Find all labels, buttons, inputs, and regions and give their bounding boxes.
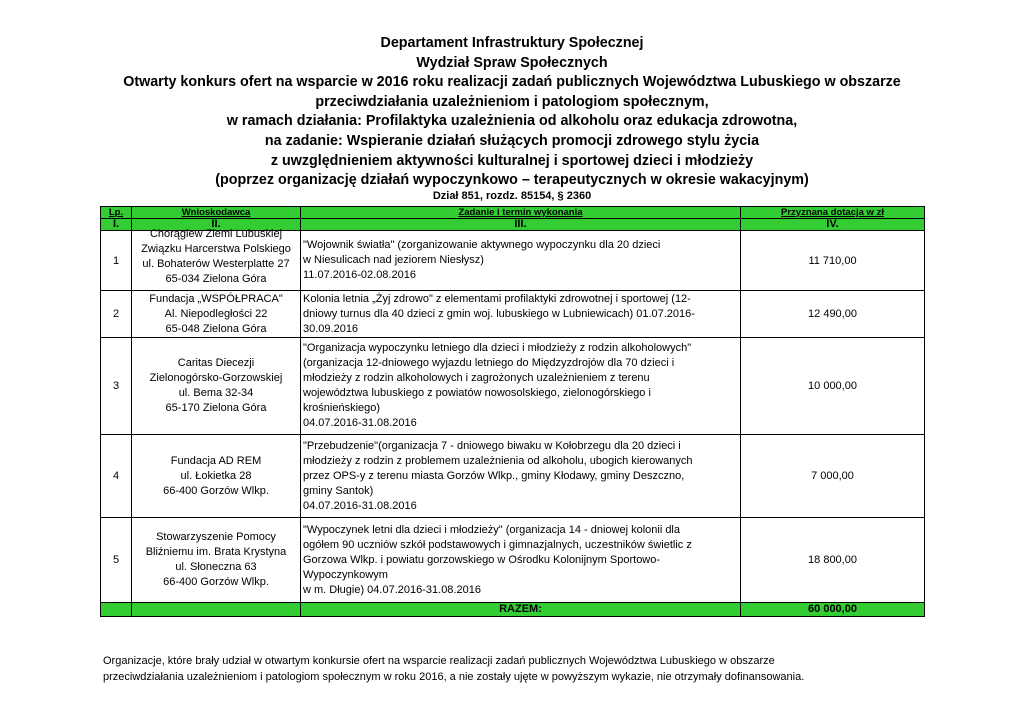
action-line: w ramach działania: Profilaktyka uzależnienia od alkoholu oraz edukacja zdrowotna, bbox=[226, 113, 798, 130]
task-line: 30.09.2016 bbox=[303, 322, 359, 335]
applicant-line: ul. Łokietka 28 bbox=[180, 469, 252, 482]
footer-line: przeciwdziałania uzależnieniom i patologiom społecznym w roku 2016, a nie zostały ujęte w powyższym wykazie, nie otrzymały dofinansowania. bbox=[103, 671, 805, 683]
task-line: "Organizacja wypoczynku letniego dla dzieci i młodzieży z rodzin alkoholowych" bbox=[303, 342, 692, 354]
row-task bbox=[301, 518, 741, 603]
task-line: województwa lubuskiego z powiatów nowosolskiego, zielonogórskiego i bbox=[303, 387, 651, 399]
contest-title-line2: przeciwdziałania uzależnieniom i patologiom społecznym, bbox=[315, 93, 709, 110]
task-line: Wypoczynkowym bbox=[303, 568, 388, 581]
applicant-line: Stowarzyszenie Pomocy bbox=[156, 531, 276, 543]
table-row bbox=[101, 518, 925, 603]
table-row bbox=[101, 435, 925, 518]
task-line: w m. Długie) 04.07.2016-31.08.2016 bbox=[303, 583, 481, 596]
row-applicant bbox=[132, 435, 301, 518]
row-lp: 2 bbox=[101, 291, 132, 338]
task-line: (organizacja 12-dniowego wyjazdu letniego do Międzyzdrojów dla 70 dzieci i bbox=[303, 357, 675, 369]
task-line: młodzieży z rodzin alkoholowych i zagrożonych uzależnieniem z terenu bbox=[303, 372, 650, 384]
applicant-line: Zielonogórsko-Gorzowskiej bbox=[149, 372, 283, 384]
row-lp: 1 bbox=[101, 231, 132, 291]
total-value: 60 000,00 bbox=[741, 603, 925, 617]
row-amount: 11 710,00 bbox=[741, 231, 925, 291]
task-line: krośnieńskiego) bbox=[303, 402, 381, 414]
task-line-2: z uwzględnieniem aktywności kulturalnej i sportowej dzieci i młodzieży bbox=[270, 152, 754, 169]
total-spacer bbox=[132, 603, 301, 617]
task-line: Kolonia letnia „Żyj zdrowo" z elementami profilaktyki zdrowotnej i sportowej (12- bbox=[303, 292, 691, 305]
header-lp: Lp. bbox=[101, 207, 132, 219]
row-task bbox=[301, 291, 741, 338]
total-spacer bbox=[101, 603, 132, 617]
header-zadanie: Zadanie i termin wykonania bbox=[301, 207, 741, 219]
header-wnioskodawca: Wnioskodawca bbox=[132, 207, 301, 219]
table-row bbox=[101, 338, 925, 435]
task-line: w Niesulicach nad jeziorem Niesłysz) bbox=[303, 254, 484, 266]
row-lp: 5 bbox=[101, 518, 132, 603]
task-line: 04.07.2016-31.08.2016 bbox=[303, 417, 417, 429]
total-label: RAZEM: bbox=[301, 603, 741, 617]
row-amount: 7 000,00 bbox=[741, 435, 925, 518]
applicant-line: ul. Bohaterów Westerplatte 27 bbox=[142, 257, 290, 270]
footer-note bbox=[103, 653, 923, 685]
roman-zadanie: III. bbox=[301, 219, 741, 231]
task-line: młodzieży z rodzin z problemem uzależnienia od alkoholu, ubogich kierowanych bbox=[303, 454, 693, 467]
task-line: Gorzowa Wlkp. i powiatu gorzowskiego w Ośrodku Kolonijnym Sportowo- bbox=[303, 553, 661, 566]
applicant-line: ul. Słoneczna 63 bbox=[175, 561, 257, 573]
task-line: "Wojownik światła" (zorganizowanie aktywnego wypoczynku dla 20 dzieci bbox=[303, 239, 661, 251]
applicant-line: 66-400 Gorzów Wlkp. bbox=[163, 484, 269, 497]
budget-classification: Dział 851, rozdz. 85154, § 2360 bbox=[432, 190, 592, 202]
applicant-line: 65-048 Zielona Góra bbox=[165, 322, 267, 335]
contest-title-line1: Otwarty konkurs ofert na wsparcie w 2016 roku realizacji zadań publicznych Województwa Lubuskiego w obszarze bbox=[123, 74, 901, 91]
task-line: dniowy turnus dla 40 dzieci z gmin woj. lubuskiego w Lubniewicach) 01.07.2016- bbox=[303, 307, 695, 320]
task-line: "Wypoczynek letni dla dzieci i młodzieży" (organizacja 14 - dniowej kolonii dla bbox=[303, 523, 680, 536]
task-line: "Przebudzenie"(organizacja 7 - dniowego biwaku w Kołobrzegu dla 20 dzieci i bbox=[303, 439, 681, 452]
task-line: na zadanie: Wspieranie działań służących promocji zdrowego stylu życia bbox=[264, 132, 760, 149]
total-row bbox=[101, 603, 925, 617]
division-name: Wydział Spraw Społecznych bbox=[416, 54, 608, 71]
task-line: przez OPS-y z terenu miasta Gorzów Wlkp., gminy Kłodawy, gminy Deszczno, bbox=[303, 469, 685, 482]
row-applicant bbox=[132, 518, 301, 603]
document-header bbox=[0, 34, 1024, 191]
department-name: Departament Infrastruktury Społecznej bbox=[380, 35, 644, 51]
row-applicant bbox=[132, 291, 301, 338]
table-header-row bbox=[101, 207, 925, 219]
roman-wnioskodawca: II. bbox=[132, 219, 301, 231]
applicant-line: Bliźniemu im. Brata Krystyna bbox=[145, 546, 287, 558]
table-row bbox=[101, 291, 925, 338]
row-amount: 12 490,00 bbox=[741, 291, 925, 338]
row-lp: 3 bbox=[101, 338, 132, 435]
task-line: ogółem 90 uczniów szkół podstawowych i gimnazjalnych, uczestników świetlic z bbox=[303, 538, 692, 551]
task-line-3: (poprzez organizację działań wypoczynkowo – terapeutycznych w okresie wakacyjnym) bbox=[215, 172, 809, 189]
applicant-line: Chorągiew Ziemi Lubuskiej bbox=[149, 227, 283, 240]
header-kwota: Przyznana dotacja w zł bbox=[741, 207, 925, 219]
grants-table bbox=[100, 206, 925, 617]
applicant-line: Związku Harcerstwa Polskiego bbox=[141, 242, 291, 255]
task-line: 11.07.2016-02.08.2016 bbox=[303, 269, 416, 281]
applicant-line: ul. Bema 32-34 bbox=[178, 387, 254, 399]
applicant-line: 66-400 Gorzów Wlkp. bbox=[163, 576, 269, 588]
applicant-line: Al. Niepodległości 22 bbox=[164, 307, 268, 320]
roman-kwota: IV. bbox=[741, 219, 925, 231]
row-task bbox=[301, 435, 741, 518]
applicant-line: 65-170 Zielona Góra bbox=[165, 402, 267, 414]
applicant-line: Fundacja „WSPÓŁPRACA" bbox=[149, 292, 283, 305]
row-amount: 10 000,00 bbox=[741, 338, 925, 435]
roman-lp: I. bbox=[101, 219, 132, 231]
row-lp: 4 bbox=[101, 435, 132, 518]
row-task bbox=[301, 231, 741, 291]
task-line: 04.07.2016-31.08.2016 bbox=[303, 499, 417, 512]
table-row bbox=[101, 231, 925, 291]
applicant-line: Fundacja AD REM bbox=[170, 454, 262, 467]
applicant-line: Caritas Diecezji bbox=[177, 357, 255, 369]
row-applicant bbox=[132, 227, 301, 291]
row-amount: 18 800,00 bbox=[741, 518, 925, 603]
row-task bbox=[301, 338, 741, 435]
applicant-line: 65-034 Zielona Góra bbox=[165, 272, 267, 285]
row-applicant bbox=[132, 338, 301, 435]
footer-line: Organizacje, które brały udział w otwartym konkursie ofert na wsparcie realizacji zadań publicznych Województwa Lubuskiego w obszarze bbox=[103, 655, 775, 667]
task-line: gminy Santok) bbox=[303, 484, 374, 497]
